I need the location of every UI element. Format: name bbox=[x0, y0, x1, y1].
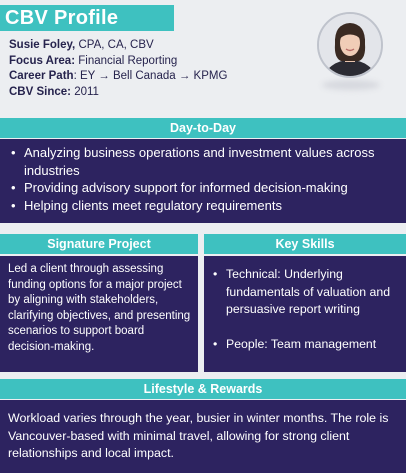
key-skills-list bbox=[204, 256, 406, 353]
list-item: • Providing advisory support for informed decision-making bbox=[24, 179, 398, 197]
since-label: CBV Since: bbox=[9, 85, 71, 98]
focus-label: Focus Area: bbox=[9, 54, 76, 67]
person-portrait-icon bbox=[319, 14, 381, 76]
signature-project-panel bbox=[0, 256, 198, 372]
career-value: : EY → Bell Canada → KPMG bbox=[73, 70, 228, 82]
key-skills-header: Key Skills bbox=[204, 234, 406, 254]
profile-summary bbox=[9, 38, 309, 100]
day-to-day-list bbox=[0, 139, 406, 214]
list-item: • Analyzing business operations and investment values across industries bbox=[24, 144, 398, 179]
career-label: Career Path bbox=[9, 70, 74, 82]
day-to-day-header: Day-to-Day bbox=[0, 118, 406, 138]
avatar-shadow bbox=[322, 80, 380, 90]
list-item: • Helping clients meet regulatory requirements bbox=[24, 197, 398, 215]
profile-career-line bbox=[9, 69, 309, 85]
list-item: • Technical: Underlying fundamentals of valuation and persuasive report writing bbox=[226, 266, 400, 319]
since-value: 2011 bbox=[71, 85, 99, 98]
day-to-day-panel bbox=[0, 139, 406, 223]
lifestyle-panel bbox=[0, 400, 406, 473]
avatar bbox=[317, 12, 383, 78]
signature-project-text: Led a client through assessing funding options for a major project by aligning with stakeholders, clarifying objectives, and presenting scenarios to support board decision-making. bbox=[8, 263, 191, 353]
focus-value: Financial Reporting bbox=[75, 54, 178, 67]
profile-name-line bbox=[9, 38, 309, 54]
lifestyle-header: Lifestyle & Rewards bbox=[0, 379, 406, 399]
key-skills-panel bbox=[204, 256, 406, 372]
signature-project-header: Signature Project bbox=[0, 234, 198, 254]
list-item: • People: Team management bbox=[226, 336, 400, 354]
profile-name: Susie Foley, bbox=[9, 39, 76, 51]
profile-focus-line bbox=[9, 54, 309, 70]
profile-since-line bbox=[9, 85, 309, 101]
profile-credentials: CPA, CA, CBV bbox=[75, 39, 154, 51]
page-title: CBV Profile bbox=[0, 5, 174, 31]
lifestyle-text: Workload varies through the year, busier in winter months. The role is Vancouver-based with minimal travel, allowing for strong client relationships and local impact. bbox=[8, 411, 389, 460]
